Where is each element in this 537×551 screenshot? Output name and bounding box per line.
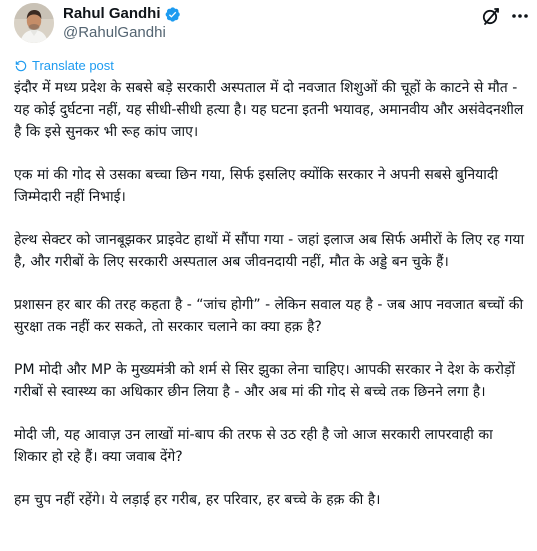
verified-badge-icon xyxy=(164,6,181,23)
avatar-photo xyxy=(14,3,54,43)
post-paragraph: प्रशासन हर बार की तरह कहता है - “जांच होगी” - लेकिन सवाल यह है - जब आप नवजात बच्चों की सुरक्षा तक नहीं कर सकते, तो सरकार चलाने का क्या हक़ है? xyxy=(14,297,524,335)
post-paragraph: इंदौर में मध्य प्रदेश के सबसे बड़े सरकारी अस्पताल में दो नवजात शिशुओं की चूहों के काटने से मौत - यह कोई दुर्घटना नहीं, यह सीधी-सीधी हत्या है। यह घटना इतनी भयावह, अमानवीय और असंवेदनशील है कि इसे सुनकर भी रूह कांप जाए। xyxy=(14,80,524,140)
post-text xyxy=(14,77,528,511)
post-paragraph: हेल्थ सेक्टर को जानबूझकर प्राइवेट हाथों में सौंपा गया - जहां इलाज अब सिर्फ अमीरों के लिए रह गया है, और गरीबों के लिए सरकारी अस्पताल अब जीवनदायी नहीं, मौत के अड्डे बन चुके हैं। xyxy=(14,232,525,270)
post-paragraph: हम चुप नहीं रहेंगे। ये लड़ाई हर गरीब, हर परिवार, हर बच्चे के हक़ की है। xyxy=(14,492,381,508)
author-handle[interactable]: @RahulGandhi xyxy=(63,24,166,41)
post-paragraph: एक मां की गोद से उसका बच्चा छिन गया, सिर्फ इसलिए क्योंकि सरकार ने अपनी सबसे बुनियादी जिम्मेदारी नहीं निभाई। xyxy=(14,167,498,205)
grok-icon[interactable] xyxy=(481,6,501,26)
post-paragraph: मोदी जी, यह आवाज़ उन लाखों मां-बाप की तरफ से उठ रही है जो आज सरकारी लापरवाही का शिकार हो रहे हैं। क्या जवाब देंगे? xyxy=(14,427,493,465)
author-name-row[interactable] xyxy=(63,4,181,24)
translate-icon xyxy=(14,59,28,73)
translate-post-label[interactable]: Translate post xyxy=(32,58,114,73)
avatar[interactable] xyxy=(14,3,54,43)
post-paragraph: PM मोदी और MP के मुख्यमंत्री को शर्म से सिर झुका लेना चाहिए। आपकी सरकार ने देश के करोड़ों गरीबों से स्वास्थ्य का अधिकार छीन लिया है - और अब मां की गोद से बच्चे तक छिनने लगा है। xyxy=(14,362,516,400)
author-display-name[interactable]: Rahul Gandhi xyxy=(63,5,161,22)
post-header xyxy=(0,0,537,50)
translate-post-link[interactable] xyxy=(14,58,114,74)
more-options-icon[interactable] xyxy=(510,6,530,26)
